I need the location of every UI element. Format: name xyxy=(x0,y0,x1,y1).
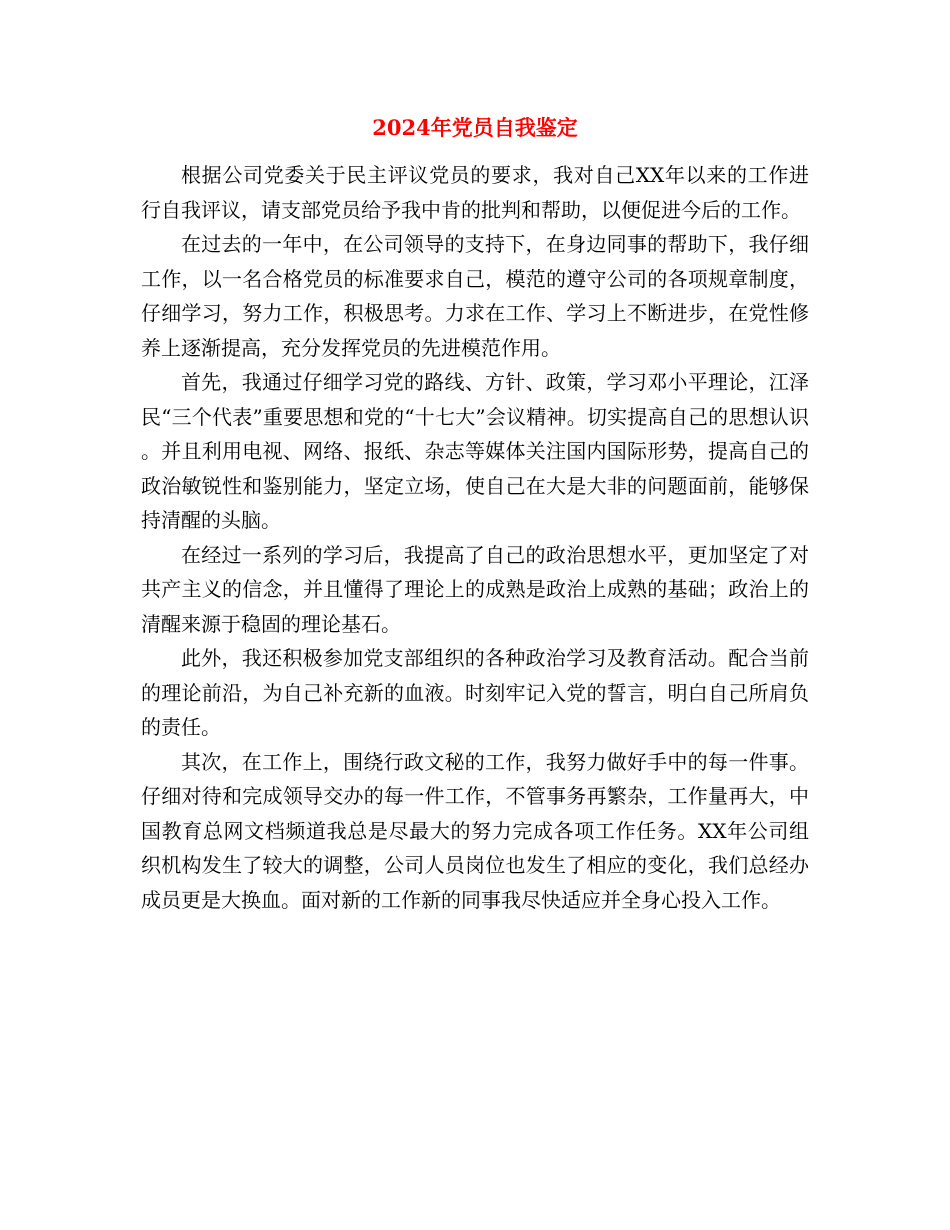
paragraph-6: 其次，在工作上，围绕行政文秘的工作，我努力做好手中的每一件事。仔细对待和完成领导交办的每一件工作，不管事务再繁杂，工作量再大，中国教育总网文档频道我总是尽最大的努力完成各项工作任务。XX年公司组织机构发生了较大的调整，公司人员岗位也发生了相应的变化，我们总经办成员更是大换血。面对新的工作新的同事我尽快适应并全身心投入工作。 xyxy=(141,749,809,912)
document-body xyxy=(141,158,809,917)
paragraph-4: 在经过一系列的学习后，我提高了自己的政治思想水平，更加坚定了对共产主义的信念，并且懂得了理论上的成熟是政治上成熟的基础；政治上的清醒来源于稳固的理论基石。 xyxy=(141,542,809,636)
paragraph-3: 首先，我通过仔细学习党的路线、方针、政策，学习邓小平理论，江泽民“三个代表”重要思想和党的“十七大”会议精神。切实提高自己的思想认识。并且利用电视、网络、报纸、杂志等媒体关注国内国际形势，提高自己的政治敏锐性和鉴别能力，坚定立场，使自己在大是大非的问题面前，能够保持清醒的头脑。 xyxy=(141,370,809,532)
paragraph-2: 在过去的一年中，在公司领导的支持下，在身边同事的帮助下，我仔细工作，以一名合格党员的标准要求自己，模范的遵守公司的各项规章制度，仔细学习，努力工作，积极思考。力求在工作、学习上不断进步，在党性修养上逐渐提高，充分发挥党员的先进模范作用。 xyxy=(141,232,809,360)
paragraph-5: 此外，我还积极参加党支部组织的各种政治学习及教育活动。配合当前的理论前沿，为自己补充新的血液。时刻牢记入党的誓言，明白自己所肩负的责任。 xyxy=(141,646,809,739)
paragraph-1: 根据公司党委关于民主评议党员的要求，我对自己XX年以来的工作进行自我评议，请支部党员给予我中肯的批判和帮助，以便促进今后的工作。 xyxy=(141,163,809,222)
document-title: 2024年党员自我鉴定 xyxy=(372,115,578,140)
